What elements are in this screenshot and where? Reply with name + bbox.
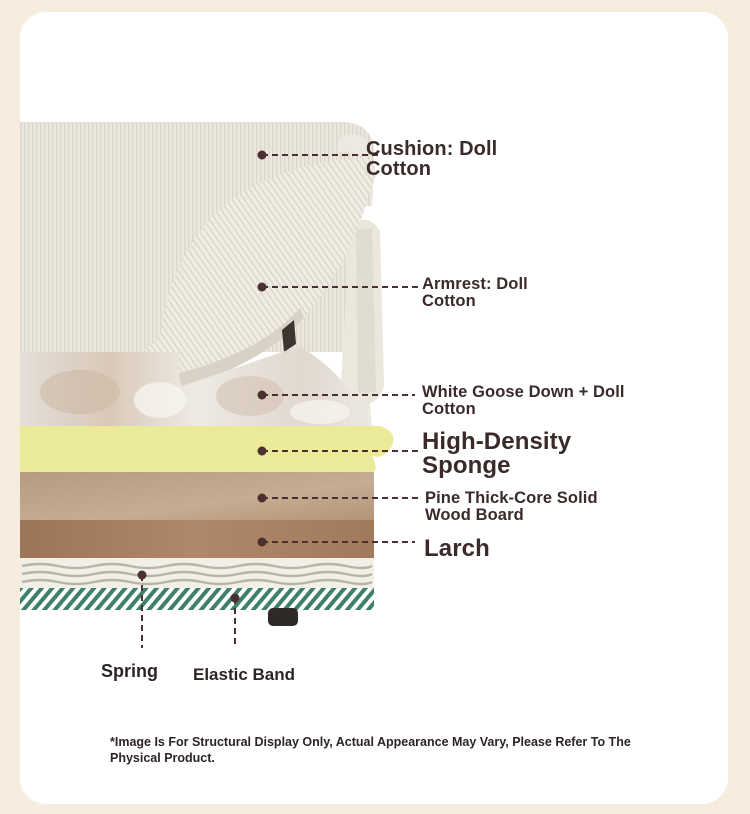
spring-layer <box>20 558 374 588</box>
sponge-layer <box>20 426 394 472</box>
label-armrest: Armrest: Doll Cotton <box>422 275 528 310</box>
disclaimer-note: *Image Is For Structural Display Only, Actual Appearance May Vary, Please Refer To The Physical Product. <box>110 735 631 765</box>
label-cushion: Cushion: Doll Cotton <box>366 138 498 180</box>
larch-layer <box>20 520 374 558</box>
elastic-band-layer <box>20 588 374 610</box>
label-pine: Pine Thick-Core Solid Wood Board <box>425 489 598 524</box>
label-spring: Spring <box>101 661 158 681</box>
label-goose-down: White Goose Down + Doll Cotton <box>422 383 625 418</box>
label-sponge: High-Density Sponge <box>422 428 572 479</box>
pine-board-layer <box>20 472 374 520</box>
label-larch: Larch <box>424 535 490 562</box>
label-elastic-band: Elastic Band <box>193 665 296 684</box>
sofa-leg <box>268 608 298 626</box>
